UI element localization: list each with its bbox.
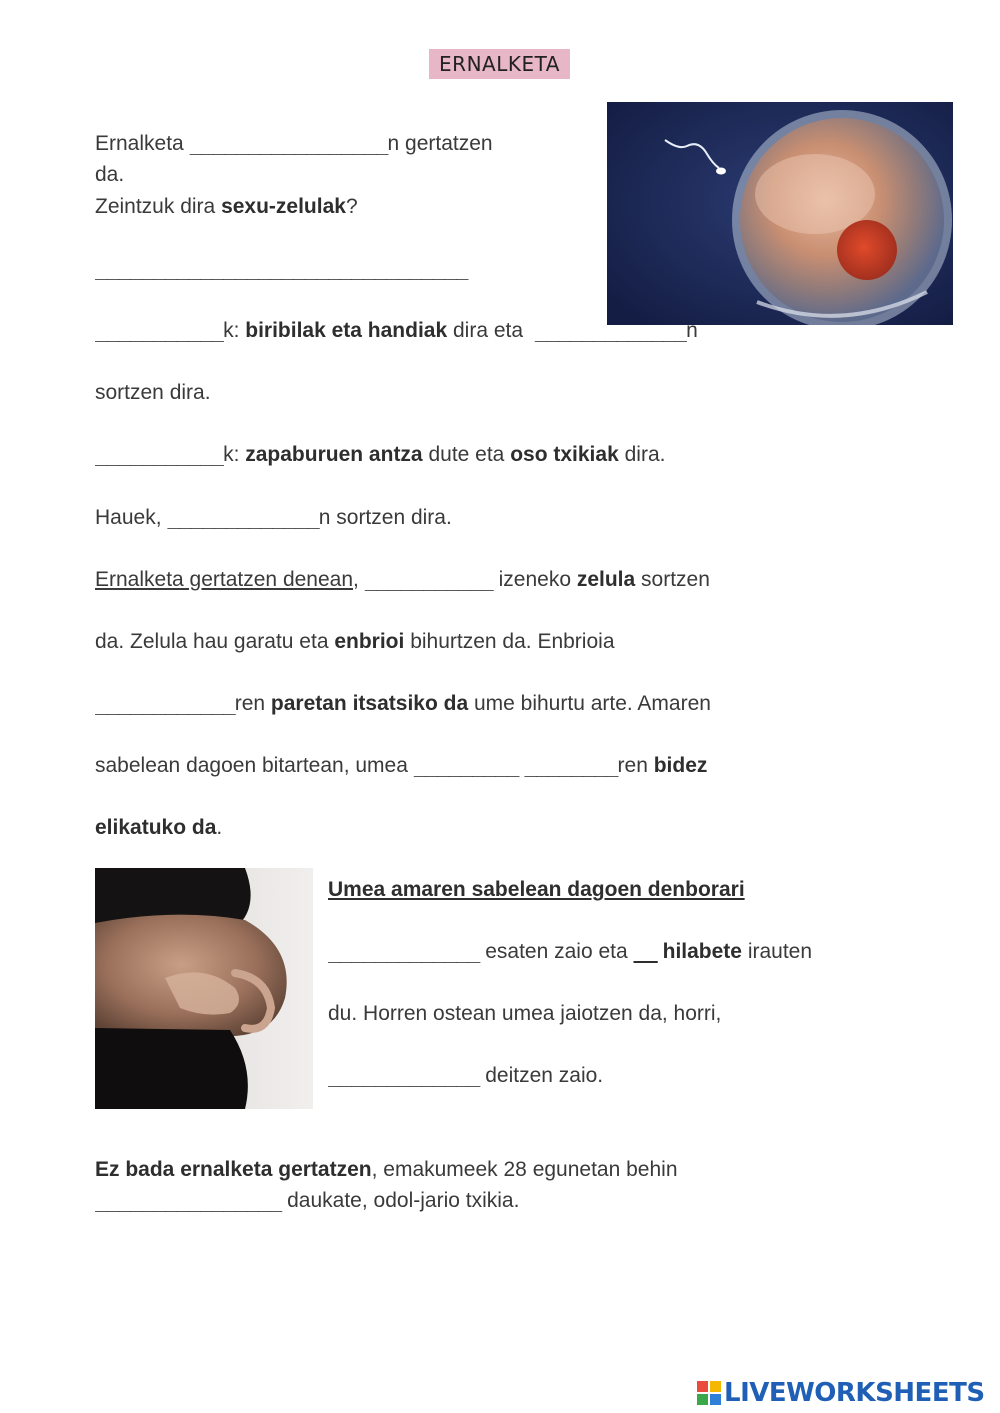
answer-blank[interactable]: _____________ xyxy=(328,1063,480,1087)
answer-blank[interactable]: _____________ xyxy=(328,939,480,963)
liveworksheets-logo-icon xyxy=(697,1381,721,1405)
logo-text: LIVEWORKSHEETS xyxy=(724,1378,985,1408)
ovule-sentence-end: sortzen dira. xyxy=(95,381,211,404)
menstruation-line-1: Ez bada ernalketa gertatzen, emakumeek 28 egunetan behin xyxy=(95,1158,678,1181)
answer-blank[interactable]: _____________ xyxy=(167,505,319,529)
zygote-line-2: da. Zelula hau garatu eta enbrioi bihurtzen da. Enbrioia xyxy=(95,630,615,653)
pregnant-belly-image xyxy=(95,868,313,1109)
zygote-line-1: Ernalketa gertatzen denean, ___________ izeneko zelula sortzen xyxy=(95,567,710,591)
answer-blank[interactable]: ___________ xyxy=(95,442,224,466)
zygote-line-5: elikatuko da. xyxy=(95,816,223,839)
answer-blank[interactable]: _________ xyxy=(413,753,519,777)
sperm-origin-sentence: Hauek, _____________n sortzen dira. xyxy=(95,505,452,529)
liveworksheets-logo xyxy=(697,1378,993,1408)
page-title: ERNALKETA xyxy=(429,49,570,79)
answer-blank[interactable]: __ xyxy=(633,939,657,963)
zygote-line-3: ____________ren paretan itsatsiko da ume bihurtu arte. Amaren xyxy=(95,691,711,715)
pregnancy-line-1: _____________ esaten zaio eta __ hilabete irauten xyxy=(328,939,813,963)
intro-line-1: Ernalketa _________________n gertatzen xyxy=(95,131,493,155)
answer-blank[interactable]: ____________ xyxy=(95,691,235,715)
pregnancy-heading: Umea amaren sabelean dagoen denborari xyxy=(328,878,745,901)
answer-blank[interactable]: ________ xyxy=(524,753,618,777)
answer-blank[interactable]: ___________ xyxy=(364,567,493,591)
menstruation-line-2: ________________ daukate, odol-jario txikia. xyxy=(95,1188,520,1212)
answer-blank[interactable]: ___________ xyxy=(95,318,224,342)
egg-and-sperm-image xyxy=(607,102,953,325)
pregnancy-line-3: _____________ deitzen zaio. xyxy=(328,1063,604,1087)
answer-blank[interactable]: _____________ xyxy=(534,318,687,342)
pregnancy-line-2: du. Horren ostean umea jaiotzen da, horri, xyxy=(328,1002,722,1025)
sperm-sentence: ___________k: zapaburuen antza dute eta oso txikiak dira. xyxy=(95,442,666,466)
intro-line-2: da. xyxy=(95,163,125,186)
answer-blank[interactable]: _________________ xyxy=(189,131,388,155)
intro-question: Zeintzuk dira sexu-zelulak? xyxy=(95,195,358,218)
answer-blank[interactable]: ________________________________ xyxy=(95,256,468,280)
answer-blank[interactable]: ________________ xyxy=(95,1188,282,1212)
ovule-sentence: ___________k: biribilak eta handiak dira eta _____________n xyxy=(95,318,698,342)
zygote-line-4: sabelean dagoen bitartean, umea _________ ________ren bidez xyxy=(95,753,708,777)
